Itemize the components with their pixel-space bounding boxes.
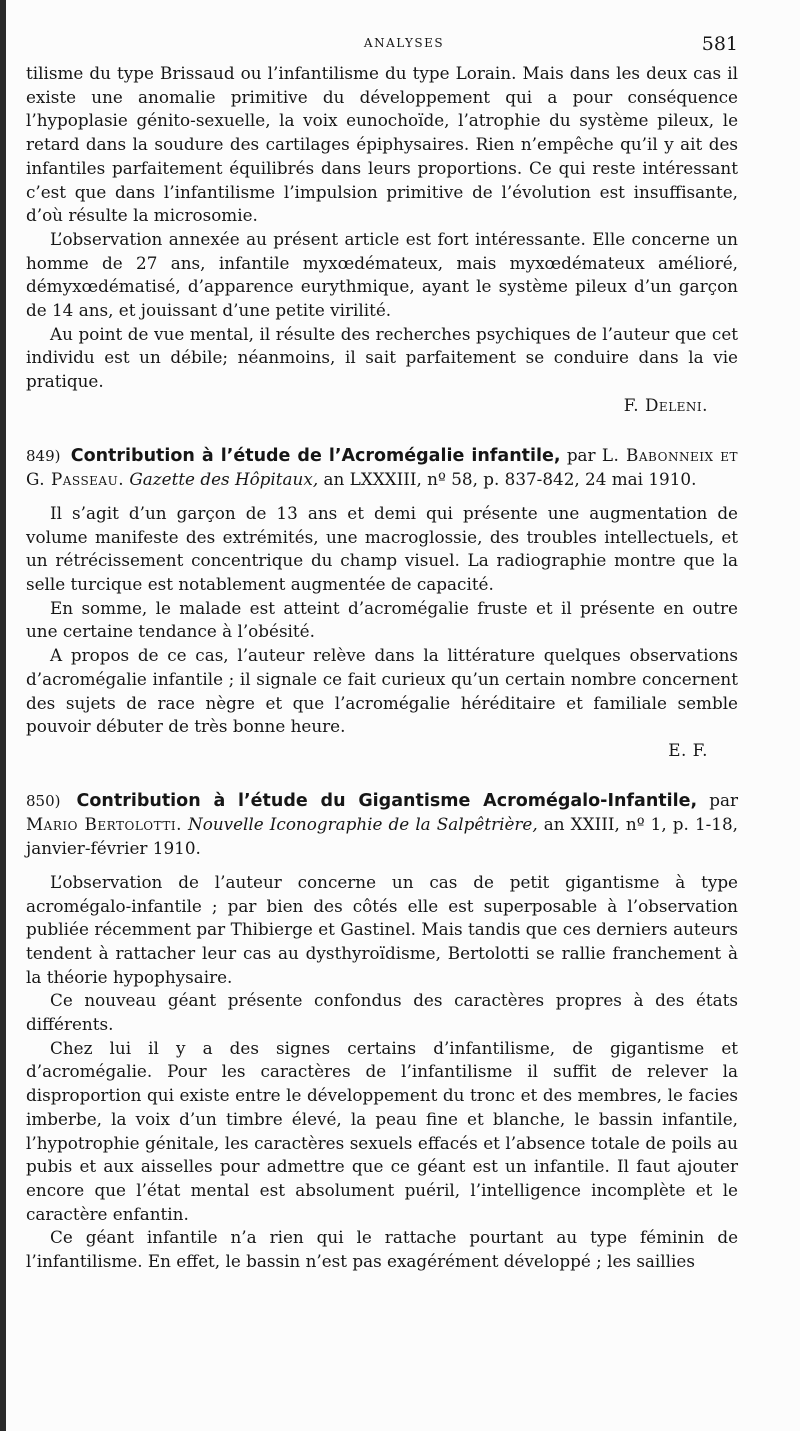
entry-signature: E. F. — [668, 739, 708, 760]
page-number: 581 — [701, 33, 738, 55]
entry-paragraph: Il s’agit d’un garçon de 13 ans et demi qui présente une augmentation de volume manifeste des extrémités, une macroglossie, des troubles intellectuels, et un rétrécissement concentrique du champ visuel. La radiographie montre que la selle turcique est notablement augmentée de capacité. — [26, 502, 738, 595]
entry-citation: an LXXXIII, nº 58, p. 837-842, 24 mai 1910. — [323, 469, 697, 490]
entry-number: 850) — [26, 791, 61, 810]
entry-number: 849) — [26, 446, 61, 465]
entry-authors: Mario Bertolotti. — [26, 814, 182, 835]
entry-paragraph: A propos de ce cas, l’auteur relève dans la littérature quelques observations d’acromégalie infantile ; il signale ce fait curieux qu’un certain nombre concernent des sujets de race nègre et que l’acromégalie héréditaire et familiale semble pouvoir débuter de très bonne heure. — [26, 645, 738, 737]
entry-paragraph: Ce géant infantile n’a rien qui le rattache pourtant au type féminin de l’infantilisme. En effet, le bassin n’est pas exagérément développé ; les saillies — [26, 1227, 738, 1272]
entry-authors: L. Babonneix et G. Passeau. — [26, 444, 738, 490]
entry-850 — [26, 789, 738, 1274]
entry-paragraph: Ce nouveau géant présente confondus des caractères propres à des états différents. — [26, 990, 738, 1035]
entry-journal: Nouvelle Iconographie de la Salpêtrière, — [188, 814, 538, 835]
intro-paragraph-1: tilisme du type Brissaud ou l’infantilisme du type Lorain. Mais dans les deux cas il existe une anomalie primitive du développement qui a pour conséquence l’hypoplasie génito-sexuelle, la voix eunochoïde, l’atrophie du système pileux, le retard dans la soudure des cartilages épiphysaires. Rien n’empêche qu’il y ait des infantiles parfaitement équilibrés dans leurs proportions. Ce qui reste intéressant c’est que dans l’infantilisme l’impulsion primitive de l’évolution est insuffisante, d’où résulte la microsomie. — [26, 63, 738, 226]
entry-journal: Gazette des Hôpitaux, — [129, 469, 319, 490]
entry-title: Contribution à l’étude du Gigantisme Acromégalo-Infantile, — [76, 790, 698, 811]
entry-by: par — [709, 789, 738, 810]
entry-by: par — [566, 444, 596, 465]
intro-signature: F. Deleni. — [623, 394, 708, 415]
entry-paragraph: L’observation de l’auteur concerne un cas de petit gigantisme à type acromégalo-infantile ; par bien des côtés elle est superposable à l’observation publiée récemment par Thibierge et Gastinel. Mais tandis que ces derniers auteurs tendent à rattacher leur cas au dysthyroïdisme, Bertolotti se rallie franchement à la théorie hypophysaire. — [26, 871, 738, 987]
entry-citation: an XXIII, nº 1, p. 1-18, janvier-février 1910. — [26, 814, 738, 859]
binding-edge — [0, 0, 6, 1431]
entry-paragraph: Chez lui il y a des signes certains d’infantilisme, de gigantisme et d’acromégalie. Pour les caractères de l’infantilisme il suffit de relever la disproportion qui existe entre le développement du tronc et des membres, le facies imberbe, la voix d’un timbre élevé, la peau fine et blanche, le bassin infantile, l’hypotrophie génitale, les caractères sexuels effacés et l’absence totale de poils au pubis et aux aisselles pour admettre que ce géant est un infantile. Il faut ajouter encore que l’état mental est absolument puéril, l’intelligence incomplète et le caractère enfantin. — [26, 1037, 738, 1224]
entry-paragraph: En somme, le malade est atteint d’acromégalie fruste et il présente en outre une certaine tendance à l’obésité. — [26, 597, 738, 642]
entry-heading — [26, 444, 738, 492]
page-body — [26, 62, 738, 1274]
running-title: ANALYSES — [363, 36, 445, 50]
intro-paragraph-3: Au point de vue mental, il résulte des recherches psychiques de l’auteur que cet individu est un débile; néanmoins, il sait parfaitement se conduire dans la vie pratique. — [26, 323, 738, 392]
intro-paragraph-2: L’observation annexée au présent article est fort intéressante. Elle concerne un homme de 27 ans, infantile myxœdémateux, mais myxœdémateux amélioré, démyxœdématisé, d’apparence eurythmique, ayant le système pileux d’un garçon de 14 ans, et jouissant d’une petite virilité. — [26, 228, 738, 321]
entry-title: Contribution à l’étude de l’Acromégalie infantile, — [70, 445, 561, 466]
entry-heading — [26, 789, 738, 861]
running-header — [70, 33, 738, 58]
entry-849 — [26, 444, 738, 763]
